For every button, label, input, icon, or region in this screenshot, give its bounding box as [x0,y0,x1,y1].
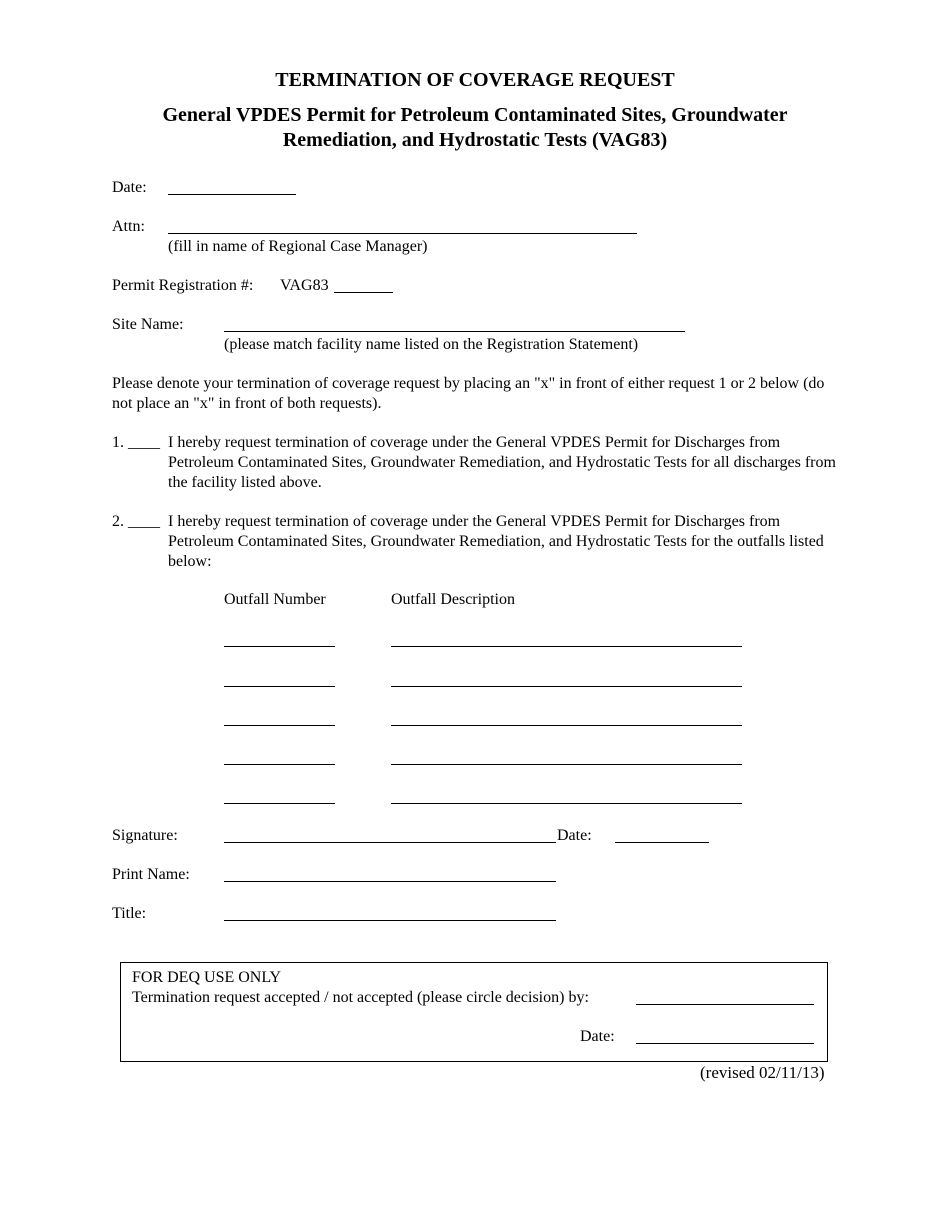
request-1-text: I hereby request termination of coverage under the General VPDES Permit for Discharges from Petroleum Contaminated Sites, Groundwater Remediation, and Hydrostatic Tests for all discharges from the facility listed above. [168,434,836,491]
signature-field[interactable] [224,842,556,843]
deq-decision-text: Termination request accepted / not accepted (please circle decision) by: [132,989,589,1006]
permit-number-field[interactable] [334,292,393,293]
title-label: Title: [112,905,147,922]
print-name-field[interactable] [224,881,556,882]
attn-field[interactable] [168,233,637,234]
form-subtitle-line2: Remediation, and Hydrostatic Tests (VAG83) [282,129,668,151]
site-name-label: Site Name: [112,316,184,333]
outfall-number-header: Outfall Number [224,591,326,608]
outfall-description-field[interactable] [391,686,742,687]
outfall-number-field[interactable] [224,764,335,765]
outfall-number-field[interactable] [224,686,335,687]
request-2-checkbox[interactable]: 2. ____ [112,513,160,530]
deq-date-label: Date: [580,1028,615,1045]
revision-note: (revised 02/11/13) [700,1063,825,1082]
request-2-text: I hereby request termination of coverage under the General VPDES Permit for Discharges from Petroleum Contaminated Sites, Groundwater Remediation, and Hydrostatic Tests for the outfalls listed below: [168,513,824,570]
title-field[interactable] [224,920,556,921]
signature-date-label: Date: [557,827,592,844]
date-field[interactable] [168,194,296,195]
deq-date-field[interactable] [636,1043,814,1044]
outfall-number-field[interactable] [224,646,335,647]
outfall-description-field[interactable] [391,764,742,765]
instructions-text: Please denote your termination of coverage request by placing an "x" in front of either request 1 or 2 below (do not place an "x" in front of both requests). [112,375,825,412]
deq-heading: FOR DEQ USE ONLY [132,969,282,986]
outfall-description-field[interactable] [391,725,742,726]
outfall-description-header: Outfall Description [391,591,515,608]
request-1-checkbox[interactable]: 1. ____ [112,434,160,451]
form-subtitle-line1: General VPDES Permit for Petroleum Contaminated Sites, Groundwater [162,104,788,126]
signature-label: Signature: [112,827,178,844]
attn-label: Attn: [112,218,145,235]
date-label: Date: [112,179,147,196]
outfall-description-field[interactable] [391,646,742,647]
outfall-description-field[interactable] [391,803,742,804]
permit-label: Permit Registration #: [112,277,254,294]
outfall-number-field[interactable] [224,803,335,804]
form-title: TERMINATION OF COVERAGE REQUEST [275,69,675,91]
attn-hint: (fill in name of Regional Case Manager) [168,238,428,255]
deq-decision-by-field[interactable] [636,1004,814,1005]
print-name-label: Print Name: [112,866,190,883]
site-name-hint: (please match facility name listed on the Registration Statement) [224,336,639,353]
signature-date-field[interactable] [615,842,709,843]
permit-prefix: VAG83 [280,277,329,294]
site-name-field[interactable] [224,331,685,332]
outfall-number-field[interactable] [224,725,335,726]
